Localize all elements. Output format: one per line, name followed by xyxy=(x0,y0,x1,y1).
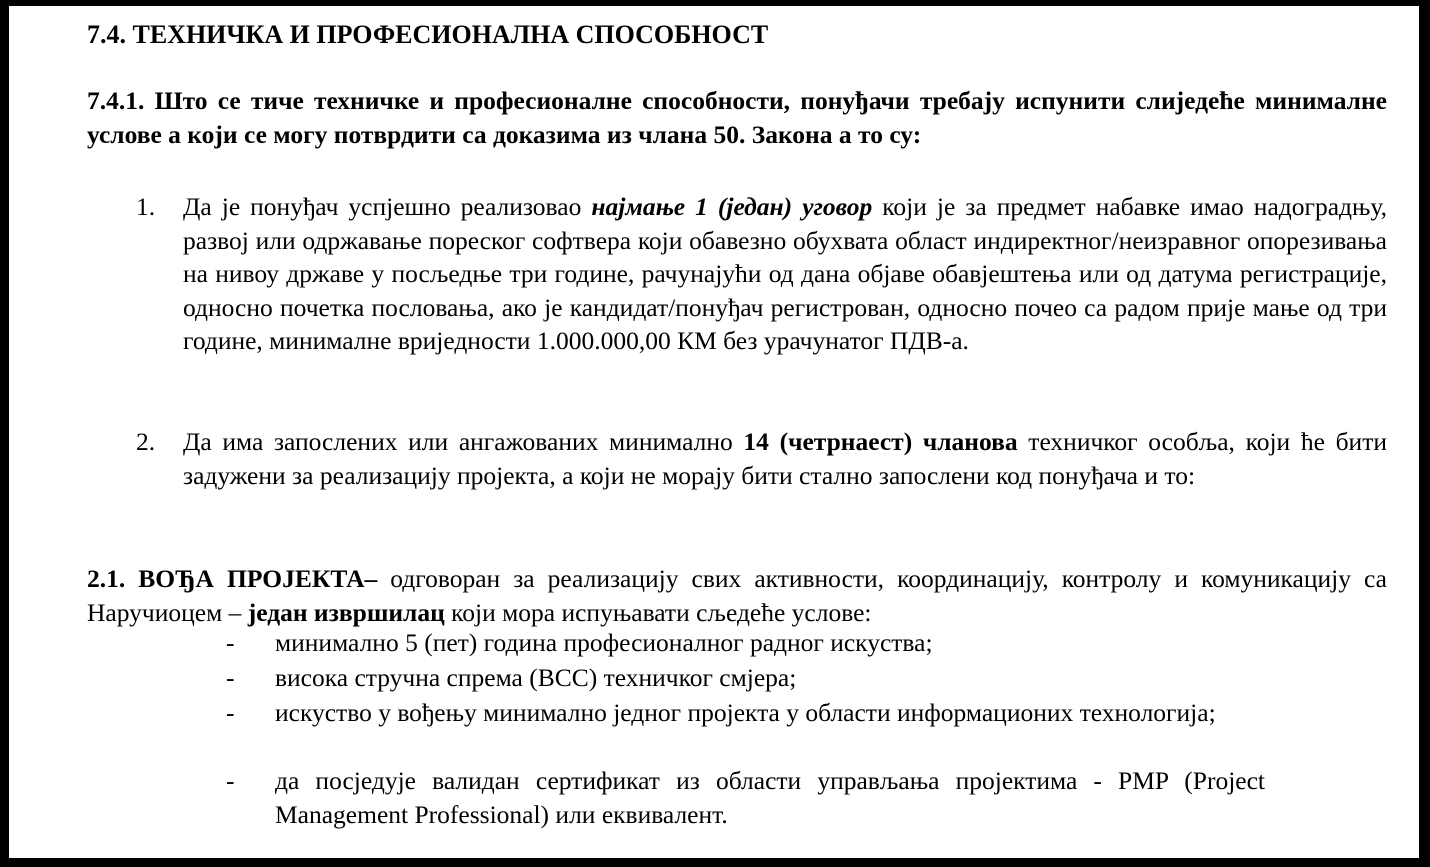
list-item-text-start: Да има запослених или ангажованих минимално xyxy=(183,427,744,456)
subsection-emphasis: један извршилац xyxy=(247,597,445,627)
bullet-text: минимално 5 (пет) година професионалног радног искуства; xyxy=(275,628,933,657)
list-item-emphasis: 14 (четрнаест) чланова xyxy=(743,427,1018,456)
subsection-text-start: одговоран за реализацију свих активности, координацију, контролу и комуникацију са Наручиоцем – xyxy=(87,564,1387,627)
list-item-text-start: Да је понуђач успјешно реализовао xyxy=(183,192,592,221)
bullet-text: висока стручна спрема (ВСС) техничког смјера; xyxy=(275,663,797,692)
intro-paragraph: 7.4.1. Што се тиче техничке и професионалне способности, понуђачи требају испунити слиједеће минималне услове а који се могу потврдити са доказима из члана 50. Закона а то су: xyxy=(87,86,1387,149)
list-item-text xyxy=(183,190,1387,358)
bullet-text: да посједује валидан сертификат из области управљања пројектима - PMP (Project Management Professional) или еквивалент. xyxy=(275,766,1265,829)
list-item-number: 1. xyxy=(136,192,156,221)
list-item-text-end: техничког особља, који ће бити задужени за реализацију пројекта, а који не морају бити стално запослени код понуђача и то: xyxy=(183,427,1387,490)
bullet-dash: - xyxy=(226,766,235,795)
bullet-dash: - xyxy=(226,628,235,657)
bullet-text: искуство у вођењу минимално једног пројекта у области информационих технологија; xyxy=(275,698,1216,727)
list-item-number: 2. xyxy=(136,427,156,456)
section-heading: 7.4. ТЕХНИЧКА И ПРОФЕСИОНАЛНА СПОСОБНОСТ xyxy=(87,20,769,49)
subsection-text-end: који мора испуњавати сљедеће услове: xyxy=(444,597,872,627)
bullet-dash: - xyxy=(226,663,235,692)
subsection-paragraph xyxy=(87,562,1387,629)
subsection-title: 2.1. ВОЂА ПРОЈЕКТА– xyxy=(87,564,378,593)
list-item-text-end: који је за предмет набавке имао надоградњу, развој или одржавање пореског софтвера који обавезно обухвата област индиректног/неизравног опорезивања на нивоу државе у посљедње три године, рачунајући од дана објаве обавјештења или од датума регистрације, односно почетка пословања, ако је кандидат/понуђач регистрован, односно почео са радом прије мање од три године, минималне вриједности 1.000.000,00 КМ без урачунатог ПДВ-а. xyxy=(183,192,1387,355)
document-page xyxy=(9,6,1419,858)
list-item-emphasis: најмање 1 (један) уговор xyxy=(591,192,873,221)
bullet-dash: - xyxy=(226,698,235,727)
list-item-text xyxy=(183,425,1387,492)
